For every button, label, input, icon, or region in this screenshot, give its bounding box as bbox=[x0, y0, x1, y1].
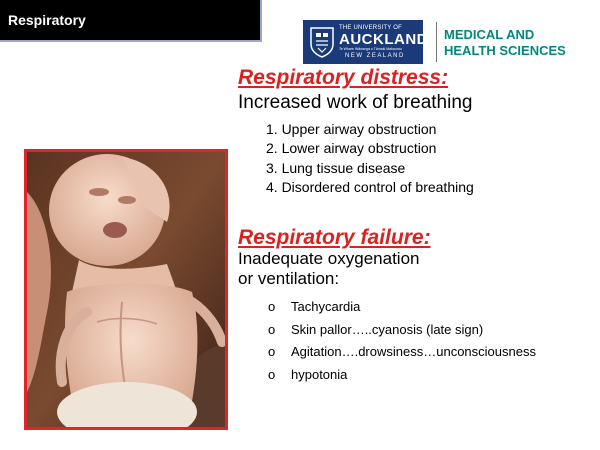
bullet-icon: o bbox=[268, 321, 276, 337]
university-logo bbox=[303, 20, 428, 64]
list-item-text: Agitation….drowsiness…unconsciousness bbox=[291, 344, 536, 359]
list-item bbox=[268, 364, 536, 387]
logo-maori-name: Te Whare Wānanga o Tāmaki Makaurau bbox=[339, 47, 402, 51]
faculty-name bbox=[444, 27, 566, 59]
infant-photo bbox=[24, 149, 228, 430]
respiratory-distress-heading: Respiratory distress: bbox=[238, 66, 449, 89]
list-item: 2. Lower airway obstruction bbox=[266, 140, 437, 157]
list-item: 1. Upper airway obstruction bbox=[266, 121, 437, 137]
respiratory-distress-subheading: Increased work of breathing bbox=[238, 92, 473, 113]
logo-divider bbox=[436, 22, 437, 62]
list-item bbox=[268, 341, 536, 364]
list-item bbox=[268, 319, 536, 342]
list-item-text: Tachycardia bbox=[291, 299, 361, 314]
list-item: 4. Disordered control of breathing bbox=[266, 178, 474, 195]
logo-new-zealand: NEW ZEALAND bbox=[345, 53, 405, 59]
faculty-line-2: HEALTH SCIENCES bbox=[444, 43, 566, 58]
infant-photo-image bbox=[27, 152, 225, 427]
list-item-text: hypotonia bbox=[291, 366, 348, 382]
bullet-icon: o bbox=[268, 366, 276, 382]
respiratory-failure-subheading bbox=[238, 249, 420, 289]
subheading-line-1: Inadequate oxygenation bbox=[238, 249, 420, 268]
crest-icon bbox=[309, 26, 335, 58]
faculty-line-1: MEDICAL AND bbox=[444, 27, 535, 42]
bullet-icon: o bbox=[268, 299, 276, 314]
list-item: 3. Lung tissue disease bbox=[266, 159, 406, 176]
list-item-text: Skin pallor…..cyanosis (late sign) bbox=[291, 321, 484, 337]
logo-auckland: AUCKLAND bbox=[339, 31, 428, 48]
failure-signs-list bbox=[268, 296, 536, 386]
logo-university-of: THE UNIVERSITY OF bbox=[339, 25, 402, 31]
slide-title: Respiratory bbox=[8, 12, 86, 28]
slide-title-bar bbox=[0, 0, 262, 42]
subheading-line-2: or ventilation: bbox=[238, 269, 340, 288]
distress-causes-list bbox=[266, 120, 474, 197]
respiratory-failure-heading: Respiratory failure: bbox=[238, 226, 431, 249]
list-item bbox=[268, 296, 536, 319]
bullet-icon: o bbox=[268, 344, 276, 359]
